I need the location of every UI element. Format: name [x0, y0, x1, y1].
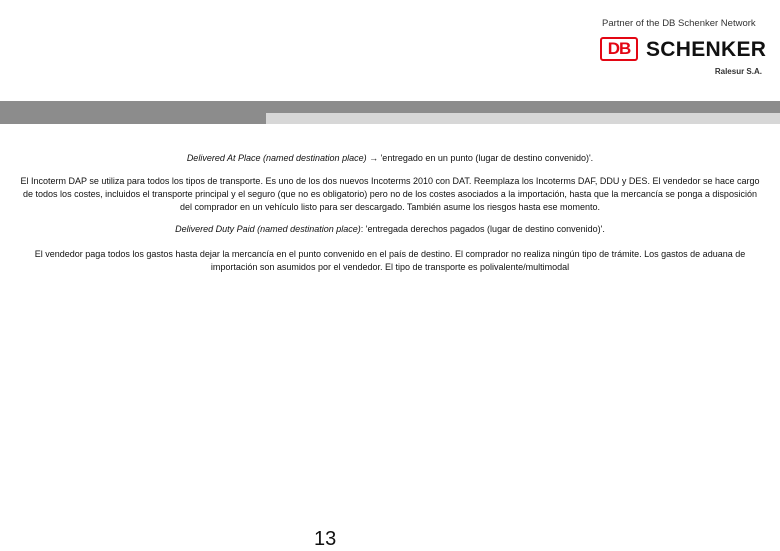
db-schenker-logo: [600, 37, 766, 65]
company-name: Ralesur S.A.: [714, 67, 762, 76]
dap-description: 'entregado en un punto (lugar de destino convenido)'.: [380, 153, 594, 163]
db-logo-box: [600, 37, 638, 61]
dap-arrow: →: [366, 153, 381, 163]
dap-paragraph: El Incoterm DAP se utiliza para todos los tipos de transporte. Es uno de los dos nuevos Incoterms 2010 con DAT. Reemplaza los Incoterms DAF, DDU y DES. El vendedor se hace cargo de todos los costes, incluidos el transporte principal y el seguro (que no es obligatorio) pero no de los costes asociados a la importación, hasta que la mercancía se ponga a disposición del comprador en un vehículo listo para ser descargado. También asume los riesgos hasta ese momento.: [20, 176, 760, 212]
ddp-description: 'entregada derechos pagados (lugar de destino convenido)'.: [365, 224, 605, 234]
header-bar-light: [266, 113, 780, 124]
db-logo-text: DB: [607, 39, 631, 58]
partner-text: Partner of the DB Schenker Network: [602, 18, 756, 29]
dap-term: Delivered At Place (named destination place): [186, 153, 367, 163]
ddp-term: Delivered Duty Paid (named destination place): [175, 224, 361, 234]
ddp-paragraph: El vendedor paga todos los gastos hasta dejar la mercancía en el punto convenido en el país de destino. El comprador no realiza ningún tipo de trámite. Los gastos de aduana de importación son asumidos por el vendedor. El tipo de transporte es polivalente/multimodal: [34, 249, 746, 272]
page-number: 13: [314, 528, 337, 550]
ddp-definition: [16, 223, 764, 236]
header-bar-accent: [0, 113, 266, 124]
dap-definition: [16, 152, 764, 165]
header-bar: [0, 101, 780, 113]
ddp-separator: :: [360, 224, 366, 234]
schenker-wordmark: SCHENKER: [646, 38, 767, 61]
